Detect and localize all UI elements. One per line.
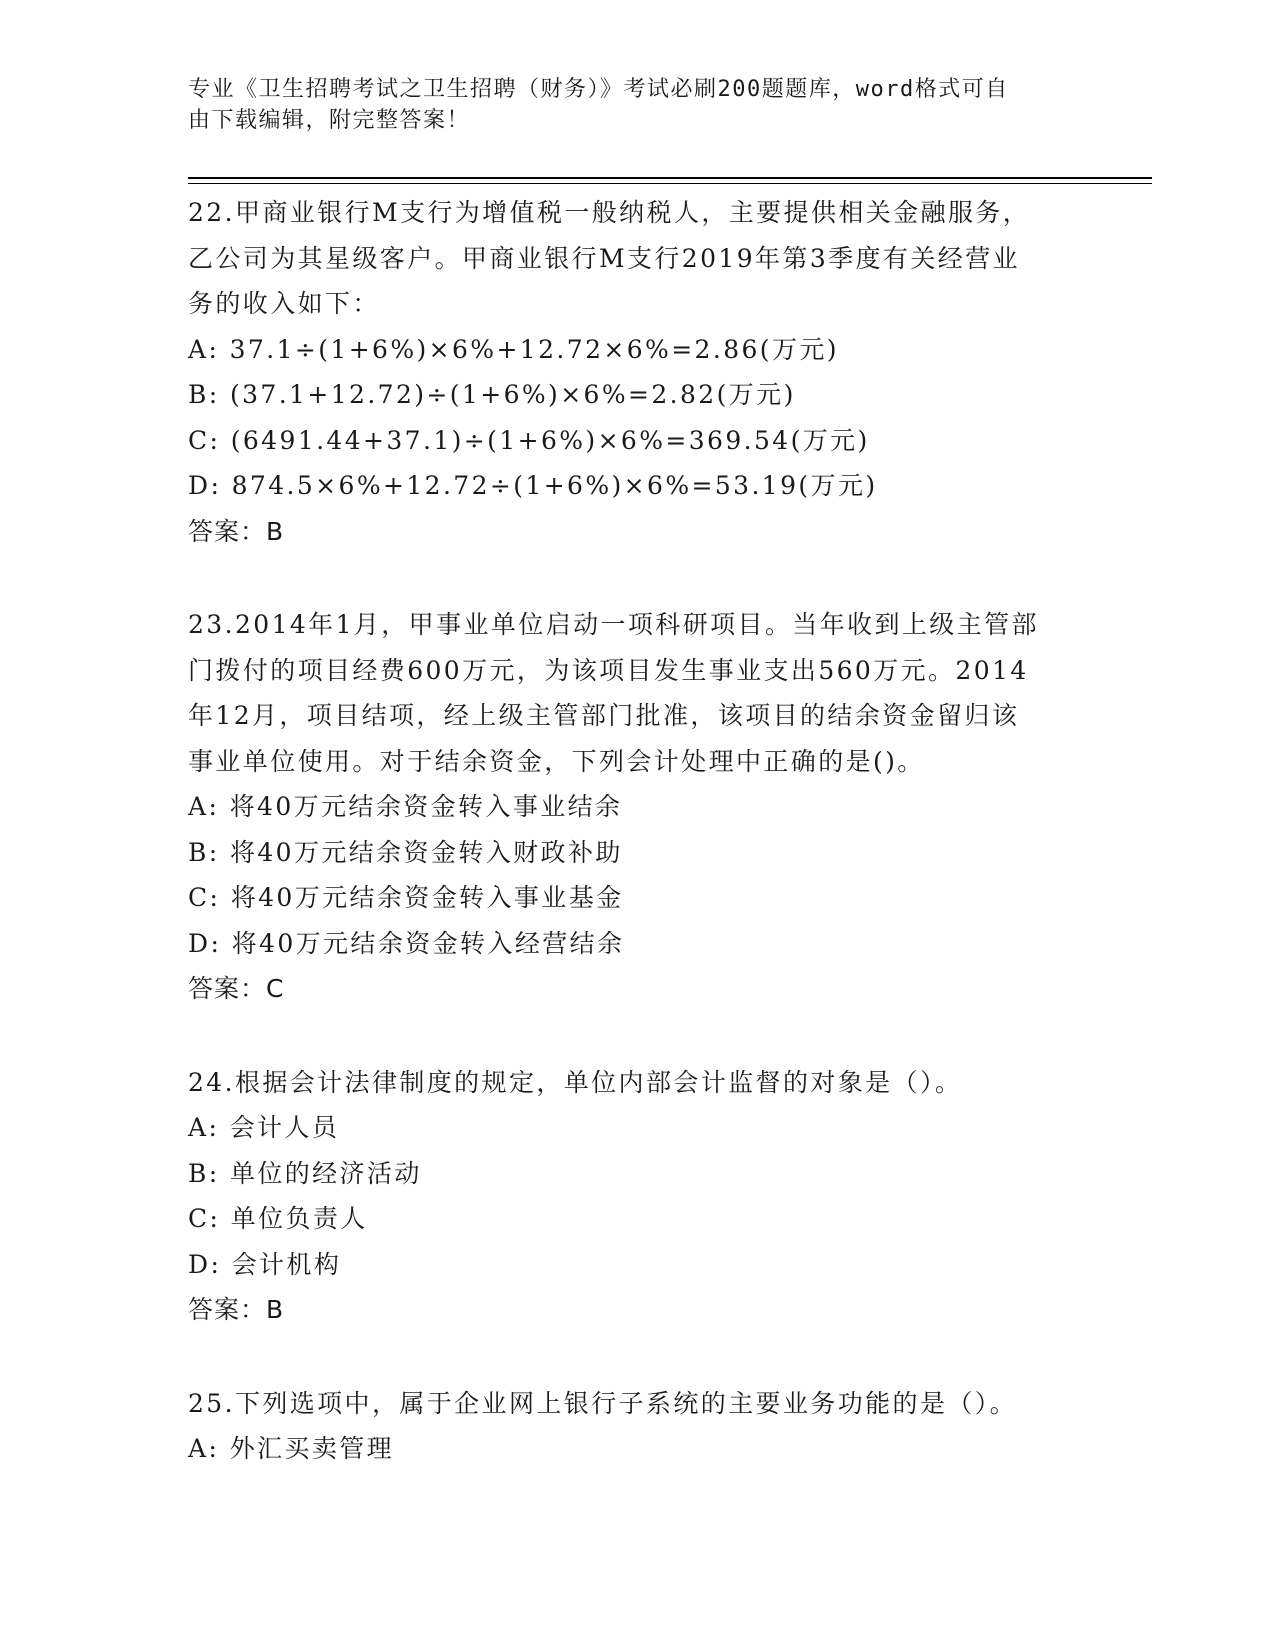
question-option: D: 将40万元结余资金转入经营结余 <box>188 928 625 958</box>
question-option: C: (6491.44+37.1)÷(1+6%)×6%=369.54(万元) <box>188 425 870 455</box>
question-option: A: 外汇买卖管理 <box>188 1434 395 1463</box>
question-option: B: 单位的经济活动 <box>188 1158 422 1188</box>
question-block <box>188 190 1088 554</box>
question-block <box>188 1381 1088 1472</box>
question-text-line: 务的收入如下： <box>188 289 380 318</box>
header-divider-thick <box>188 177 1152 179</box>
question-text-line: 乙公司为其星级客户。甲商业银行M支行2019年第3季度有关经营业 <box>188 243 1020 273</box>
question-option: B: 将40万元结余资金转入财政补助 <box>188 837 623 867</box>
question-text-line: 23.2014年1月，甲事业单位启动一项科研项目。当年收到上级主管部 <box>188 610 1039 639</box>
question-text-line: 事业单位使用。对于结余资金，下列会计处理中正确的是()。 <box>188 746 925 776</box>
question-answer: 答案：C <box>188 974 285 1003</box>
question-answer: 答案：B <box>188 1295 285 1324</box>
question-option: A: 37.1÷(1+6%)×6%+12.72×6%=2.86(万元) <box>188 334 839 364</box>
question-option: C: 单位负责人 <box>188 1204 368 1233</box>
header-divider-thin <box>188 183 1152 184</box>
question-text-line: 年12月，项目结项，经上级主管部门批准，该项目的结余资金留归该 <box>188 701 1020 730</box>
question-text-line: 门拨付的项目经费600万元，为该项目发生事业支出560万元。2014 <box>188 655 1029 685</box>
question-option: A: 会计人员 <box>188 1113 340 1142</box>
question-answer: 答案：B <box>188 516 285 546</box>
question-text-line: 25.下列选项中，属于企业网上银行子系统的主要业务功能的是（）。 <box>188 1388 1018 1418</box>
question-text-line: 24.根据会计法律制度的规定，单位内部会计监督的对象是（）。 <box>188 1067 963 1097</box>
question-block <box>188 602 1088 1012</box>
question-text-line: 22.甲商业银行M支行为增值税一般纳税人，主要提供相关金融服务， <box>188 198 1031 227</box>
document-header <box>188 74 1068 136</box>
header-line-2: 由下载编辑，附完整答案！ <box>188 108 471 133</box>
question-list <box>188 190 1088 1520</box>
question-block <box>188 1060 1088 1333</box>
question-option: A: 将40万元结余资金转入事业结余 <box>188 792 623 821</box>
question-option: C: 将40万元结余资金转入事业基金 <box>188 883 624 912</box>
question-option: B: (37.1+12.72)÷(1+6%)×6%=2.82(万元) <box>188 380 796 409</box>
question-option: D: 会计机构 <box>188 1249 342 1279</box>
header-line-1: 专业《卫生招聘考试之卫生招聘（财务）》考试必刷200题题库，word格式可自 <box>188 77 1009 102</box>
question-option: D: 874.5×6%+12.72÷(1+6%)×6%=53.19(万元) <box>188 471 878 500</box>
